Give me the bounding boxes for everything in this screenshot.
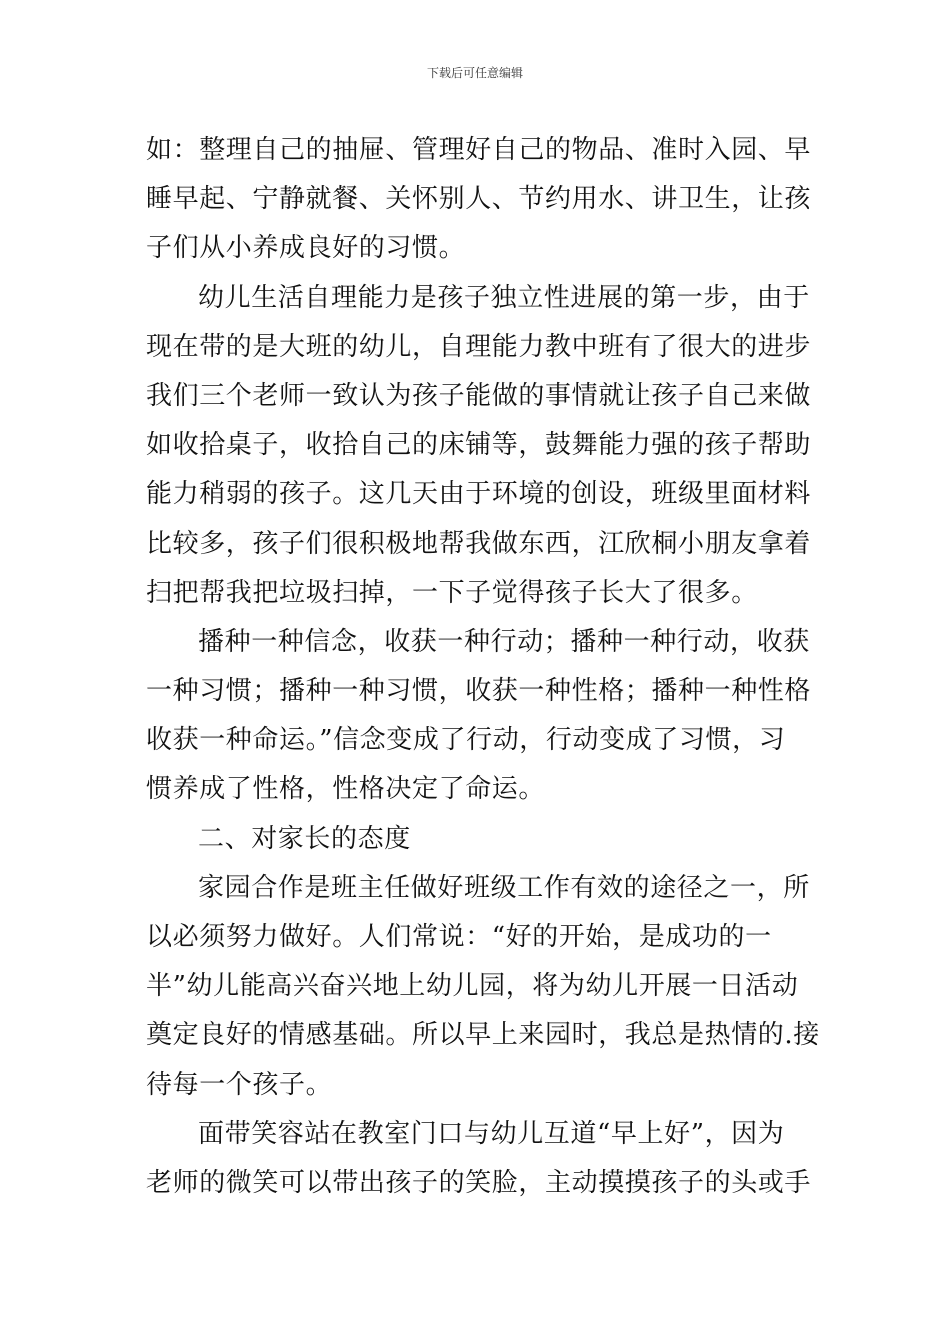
text-line: 现在带的是大班的幼儿，自理能力教中班有了很大的进步: [146, 331, 812, 362]
text-line: 一种习惯；播种一种习惯，收获一种性格；播种一种性格: [146, 676, 812, 707]
text-line: 睡早起、宁静就餐、关怀别人、节约用水、讲卫生，让孩: [146, 184, 812, 215]
text-line: 能力稍弱的孩子。这几天由于环境的创设，班级里面材料: [146, 479, 812, 510]
text-line: 比较多，孩子们很积极地帮我做东西，江欣桐小朋友拿着: [146, 528, 812, 559]
text-line: 待每一个孩子。: [146, 1069, 333, 1100]
text-line: 惯养成了性格，性格决定了命运。: [146, 774, 546, 805]
paragraph-start-line: 面带笑容站在教室门口与幼儿互道“早上好”，因为: [198, 1118, 785, 1149]
text-line: 子们从小养成良好的习惯。: [146, 233, 466, 264]
text-line: 奠定良好的情感基础。所以早上来园时，我总是热情的.接: [146, 1020, 820, 1051]
paragraph-start-line: 家园合作是班主任做好班级工作有效的途径之一，所: [198, 872, 810, 903]
text-line: 以必须努力做好。人们常说：“好的开始，是成功的一: [146, 922, 772, 952]
page-header: 下载后可任意编辑: [426, 66, 523, 80]
document-body: [146, 126, 820, 1208]
text-line: 老师的微笑可以带出孩子的笑脸，主动摸摸孩子的头或手: [146, 1167, 812, 1198]
paragraph-start-line: 播种一种信念，收获一种行动；播种一种行动，收获: [198, 626, 810, 657]
text-line: 我们三个老师一致认为孩子能做的事情就让孩子自己来做: [146, 380, 812, 411]
text-line: 半”幼儿能高兴奋兴地上幼儿园，将为幼儿开展一日活动: [146, 971, 799, 1002]
text-line: 扫把帮我把垃圾扫掉，一下子觉得孩子长大了很多。: [146, 577, 758, 608]
text-line: 如：整理自己的抽屉、管理好自己的物品、准时入园、早: [146, 135, 812, 165]
text-line: 收获一种命运。”信念变成了行动，行动变成了习惯，习: [146, 725, 786, 756]
text-line: 如收拾桌子，收拾自己的床铺等，鼓舞能力强的孩子帮助: [146, 430, 812, 461]
paragraph-start-line: 幼儿生活自理能力是孩子独立性进展的第一步，由于: [198, 282, 810, 313]
section-heading: 二、对家长的态度: [198, 823, 411, 854]
